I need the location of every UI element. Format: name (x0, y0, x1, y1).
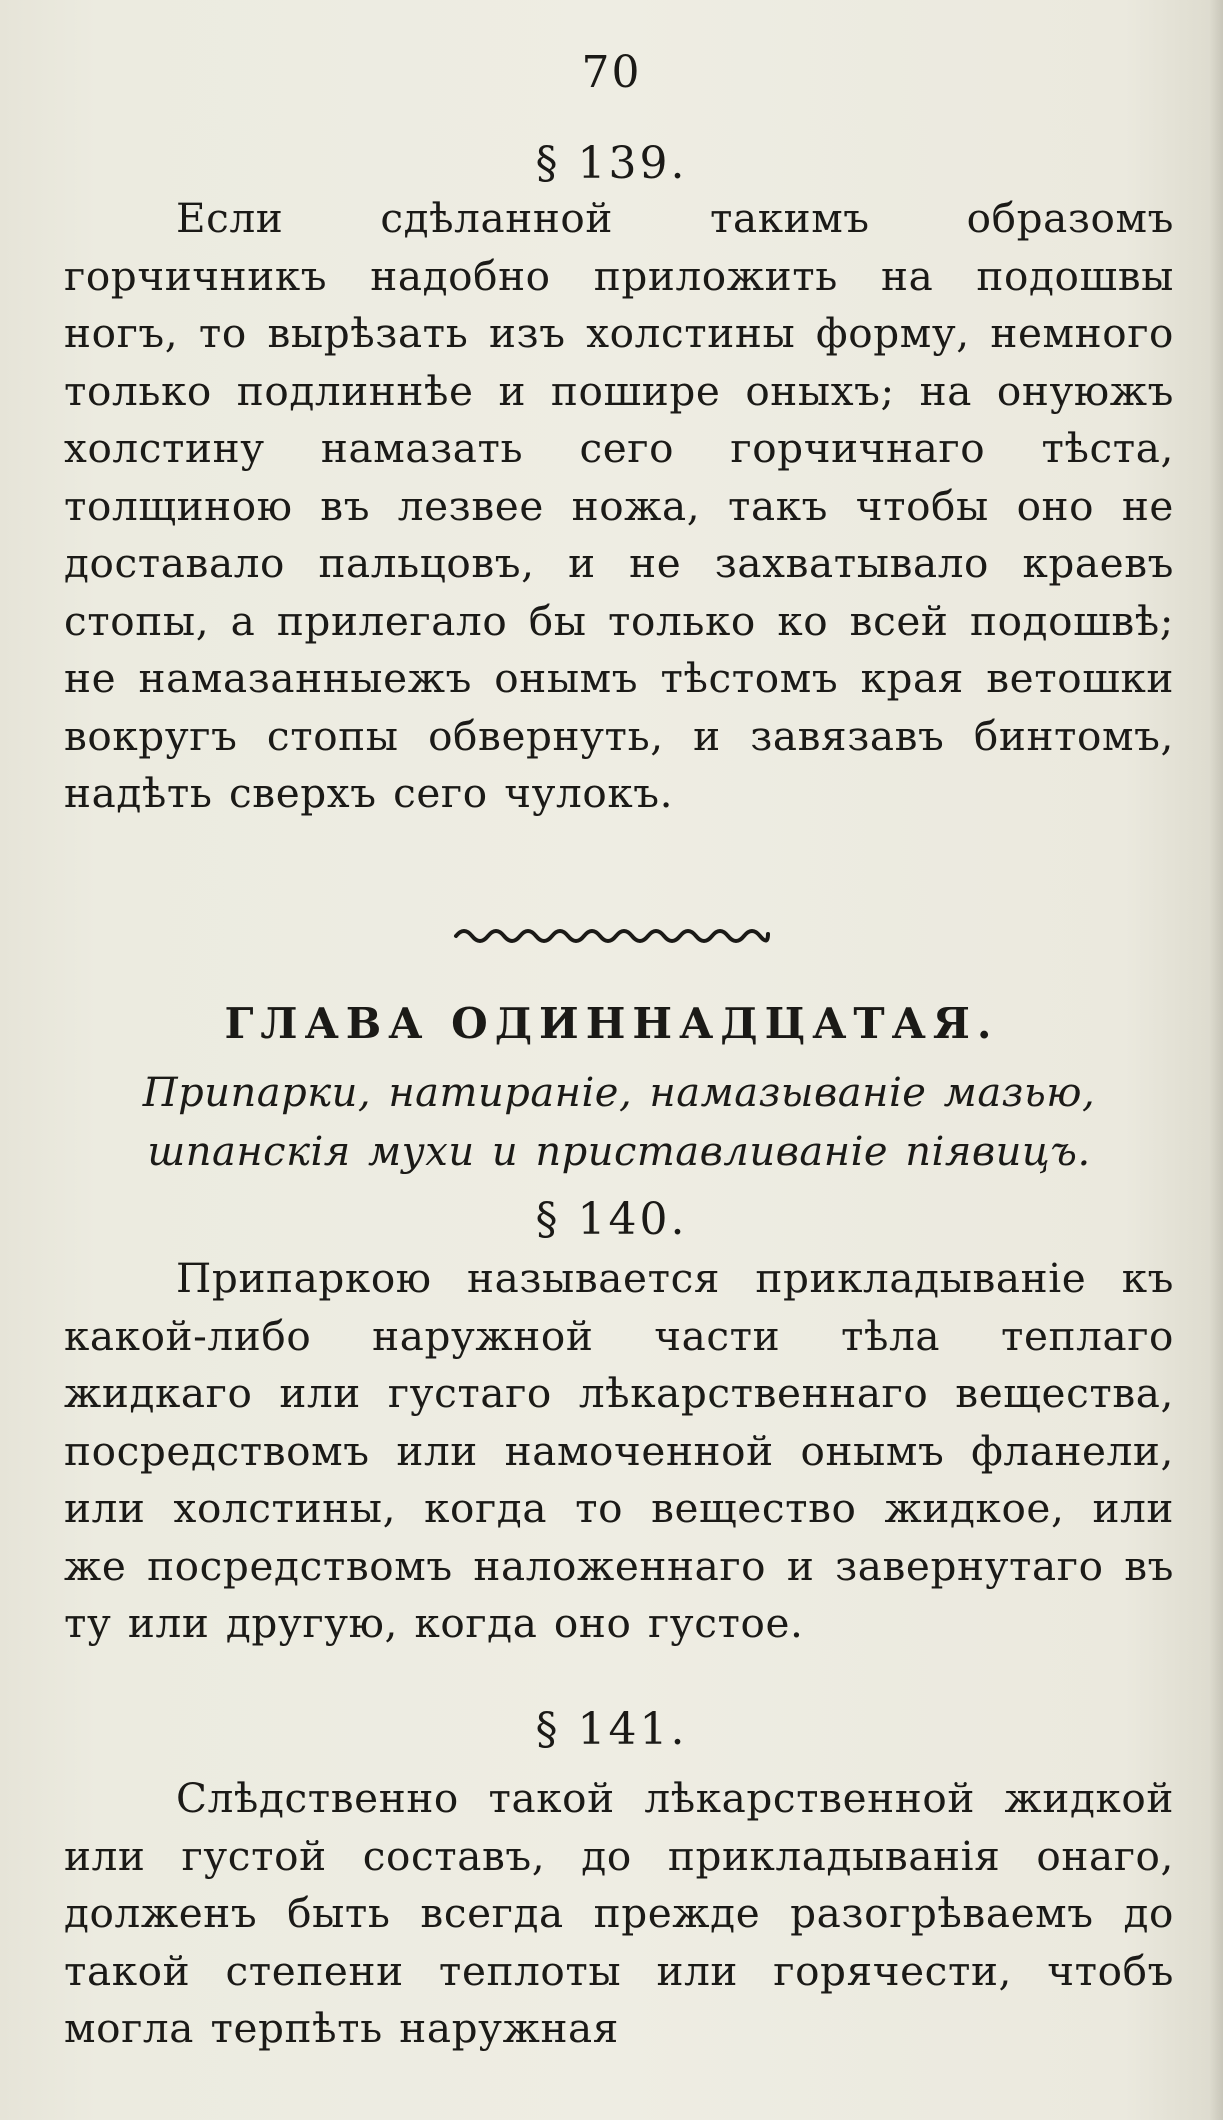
page-edge-shadow (1209, 0, 1223, 2120)
ornament-divider-icon (452, 916, 772, 946)
section-heading-140: § 140. (535, 1194, 688, 1245)
section-text-141: Слѣдственно такой лѣкарственной жидкой или густой составъ, до прикладыванiя онаго, долженъ быть всегда прежде разогрѣваемъ до такой степени теплоты или горячести, чтобъ могла терпѣть наружная (64, 1774, 1174, 2052)
section-heading-141: § 141. (535, 1704, 688, 1755)
chapter-title: ГЛАВА ОДИННАДЦАТАЯ. (224, 999, 999, 1048)
section-text-139: Если сдѣланной такимъ образомъ горчичникъ надобно приложить на подошвы ногъ, то вырѣзать изъ холстины форму, немного только подлиннѣе и пошире оныхъ; на онуюжъ холстину намазать сего горчичнаго тѣста, толщиною въ лезвее ножа, такъ чтобы оно не доставало пальцовъ, и не захватывало краевъ стопы, а прилегало бы только ко всей подошвѣ; не намазанныежъ онымъ тѣстомъ края ветошки вокругъ стопы обвернуть, и завязавъ бинтомъ, надѣть сверхъ сего чулокъ. (64, 194, 1174, 817)
section-heading-139: § 139. (535, 138, 688, 189)
ornament-divider (0, 916, 1223, 946)
section-text-140: Припаркою называется прикладыванiе къ какой-либо наружной части тѣла теплаго жидкаго или густаго лѣкарственнаго вещества, посредствомъ или намоченной онымъ фланели, или холстины, когда то вещество жидкое, или же посредствомъ наложеннаго и завернутаго въ ту или другую, когда оно густое. (64, 1254, 1174, 1647)
page-number: 70 (581, 47, 642, 98)
chapter-subtitle: Припарки, натиранiе, намазыванiе мазью, шпанскiя мухи и приставливанiе пiявицъ. (142, 1070, 1096, 1175)
